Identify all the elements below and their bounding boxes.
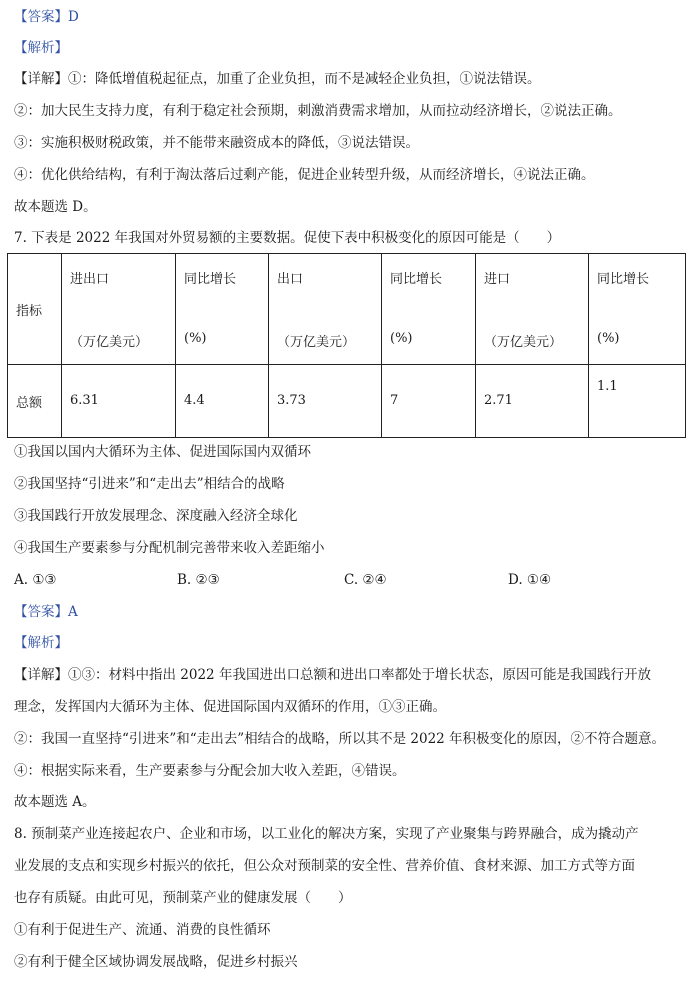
q7-answer: 【答案】A: [14, 604, 78, 620]
row-label: 总额: [8, 365, 62, 438]
q7-analysis-label: 【解析】: [14, 635, 68, 651]
q7-detail-4: ④：根据实际来看，生产要素参与分配会加大收入差距，④错误。: [14, 763, 406, 779]
table-cell: 1.1: [589, 365, 686, 438]
table-cell: 7: [382, 365, 476, 438]
header-cell: 同比增长 (%): [176, 254, 269, 365]
q8-statement-2: ②有利于健全区域协调发展战略，促进乡村振兴: [14, 954, 298, 970]
q7-statement-4: ④我国生产要素参与分配机制完善带来收入差距缩小: [14, 540, 325, 556]
q6-detail-line-2: ②：加大民生支持力度，有利于稳定社会预期，刺激消费需求增加，从而拉动经济增长，②说法正确。: [14, 103, 622, 119]
q7-conclusion: 故本题选 A。: [14, 794, 96, 810]
table-cell: 3.73: [269, 365, 382, 438]
q7-options: [14, 570, 674, 590]
option-b: B. ②③: [177, 572, 220, 588]
q6-analysis-label: 【解析】: [14, 40, 68, 56]
q8-statement-1: ①有利于促进生产、流通、消费的良性循环: [14, 922, 271, 938]
header-cell: 进出口 （万亿美元）: [62, 254, 176, 365]
q7-stem: 7. 下表是 2022 年我国对外贸易额的主要数据。促使下表中积极变化的原因可能是（ ）: [14, 230, 561, 246]
option-a: A. ①③: [14, 572, 57, 588]
table-header-row: [8, 254, 686, 365]
table-row: [8, 365, 686, 438]
q6-answer: 【答案】D: [14, 9, 79, 25]
q7-statement-2: ②我国坚持“引进来”和“走出去”相结合的战略: [14, 476, 285, 492]
q8-stem-3: 也存有质疑。由此可见，预制菜产业的健康发展（ ）: [14, 890, 352, 906]
indicator-header: 指标: [8, 254, 62, 365]
q7-detail-3: ②：我国一直坚持“引进来”和“走出去”相结合的战略，所以其不是 2022 年积极变化的原因，②不符合题意。: [14, 731, 666, 747]
q7-statement-3: ③我国践行开放发展理念、深度融入经济全球化: [14, 508, 298, 524]
header-cell: 同比增长 (%): [382, 254, 476, 365]
header-cell: 同比增长 (%): [589, 254, 686, 365]
q6-detail-line-3: ③：实施积极财税政策，并不能带来融资成本的降低，③说法错误。: [14, 135, 419, 151]
q6-conclusion: 故本题选 D。: [14, 199, 97, 215]
q6-detail-line-4: ④：优化供给结构，有利于淘汰落后过剩产能，促进企业转型升级，从而经济增长，④说法正确。: [14, 167, 595, 183]
q7-detail-2: 理念，发挥国内大循环为主体、促进国际国内双循环的作用，①③正确。: [14, 699, 446, 715]
header-cell: 进口 （万亿美元）: [476, 254, 589, 365]
table-cell: 2.71: [476, 365, 589, 438]
header-cell: 出口 （万亿美元）: [269, 254, 382, 365]
q6-detail: 【详解】①：降低增值税起征点，加重了企业负担，而不是减轻企业负担，①说法错误。: [14, 71, 541, 87]
table-cell: 6.31: [62, 365, 176, 438]
q8-stem-1: 8. 预制菜产业连接起农户、企业和市场，以工业化的解决方案，实现了产业聚集与跨界融合，成为撬动产: [14, 826, 639, 842]
q7-detail-1: 【详解】①③：材料中指出 2022 年我国进出口总额和进出口率都处于增长状态，原因可能是我国践行开放: [14, 667, 651, 683]
option-c: C. ②④: [344, 572, 387, 588]
q7-statement-1: ①我国以国内大循环为主体、促进国际国内双循环: [14, 444, 311, 460]
table-cell: 4.4: [176, 365, 269, 438]
q8-stem-2: 业发展的支点和实现乡村振兴的依托，但公众对预制菜的安全性、营养价值、食材来源、加工方式等方面: [14, 858, 635, 874]
trade-data-table: [7, 253, 686, 438]
option-d: D. ①④: [508, 572, 552, 588]
